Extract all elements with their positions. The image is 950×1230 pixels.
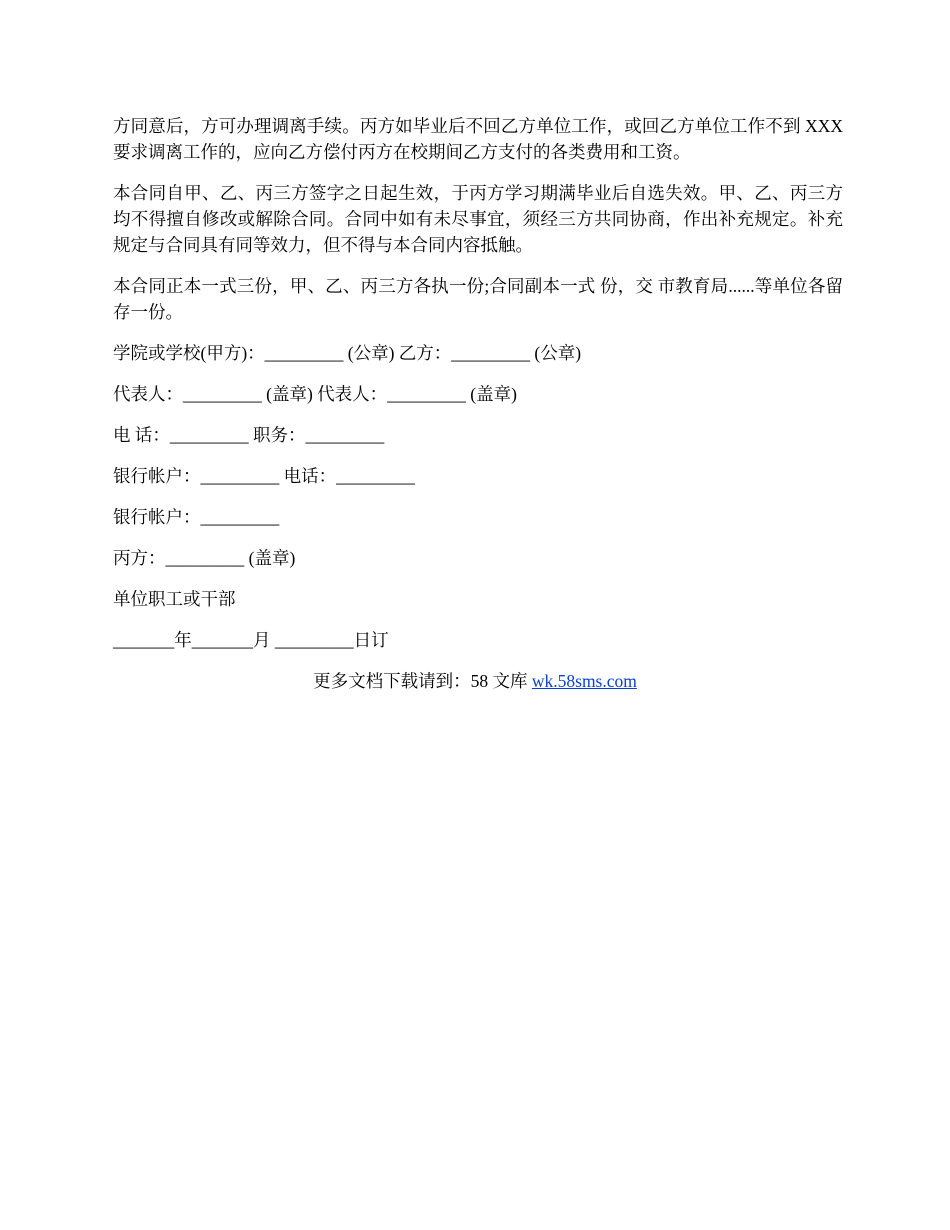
contract-clause-effective: 本合同自甲、乙、丙三方签字之日起生效，于丙方学习期满毕业后自选失效。甲、乙、丙三方均不得擅自修改或解除合同。合同中如有未尽事宜，须经三方共同协商，作出补充规定。补充规定与合同具有同等效力，但不得与本合同内容抵触。 [113,183,843,255]
contract-clause-copies: 本合同正本一式三份，甲、乙、丙三方各执一份;合同副本一式 份，交 市教育局......等单位各留存一份。 [113,276,843,322]
employee-or-cadre-line: 单位职工或干部 [113,589,236,609]
contract-clause-resignation: 方同意后，方可办理调离手续。丙方如毕业后不回乙方单位工作，或回乙方单位工作不到 XXX 要求调离工作的，应向乙方偿付丙方在校期间乙方支付的各类费用和工资。 [113,116,843,162]
footer-link[interactable]: wk.58sms.com [531,671,637,691]
party-c-signature-line: 丙方：_________ (盖章) [113,548,296,568]
bank-phone-line: 银行帐户：_________ 电话：_________ [113,466,415,486]
bank-account-line: 银行帐户：_________ [113,507,280,527]
phone-title-line: 电 话：_________ 职务：_________ [113,425,385,445]
download-footer [113,668,837,694]
footer-text: 更多文档下载请到：58 文库 [313,671,532,691]
document-body [113,113,843,694]
party-a-b-signature-line: 学院或学校(甲方)：_________ (公章) 乙方：_________ (公章) [113,343,582,363]
representative-line: 代表人：_________ (盖章) 代表人：_________ (盖章) [113,384,517,404]
date-line: _______年_______月 _________日订 [113,630,389,650]
